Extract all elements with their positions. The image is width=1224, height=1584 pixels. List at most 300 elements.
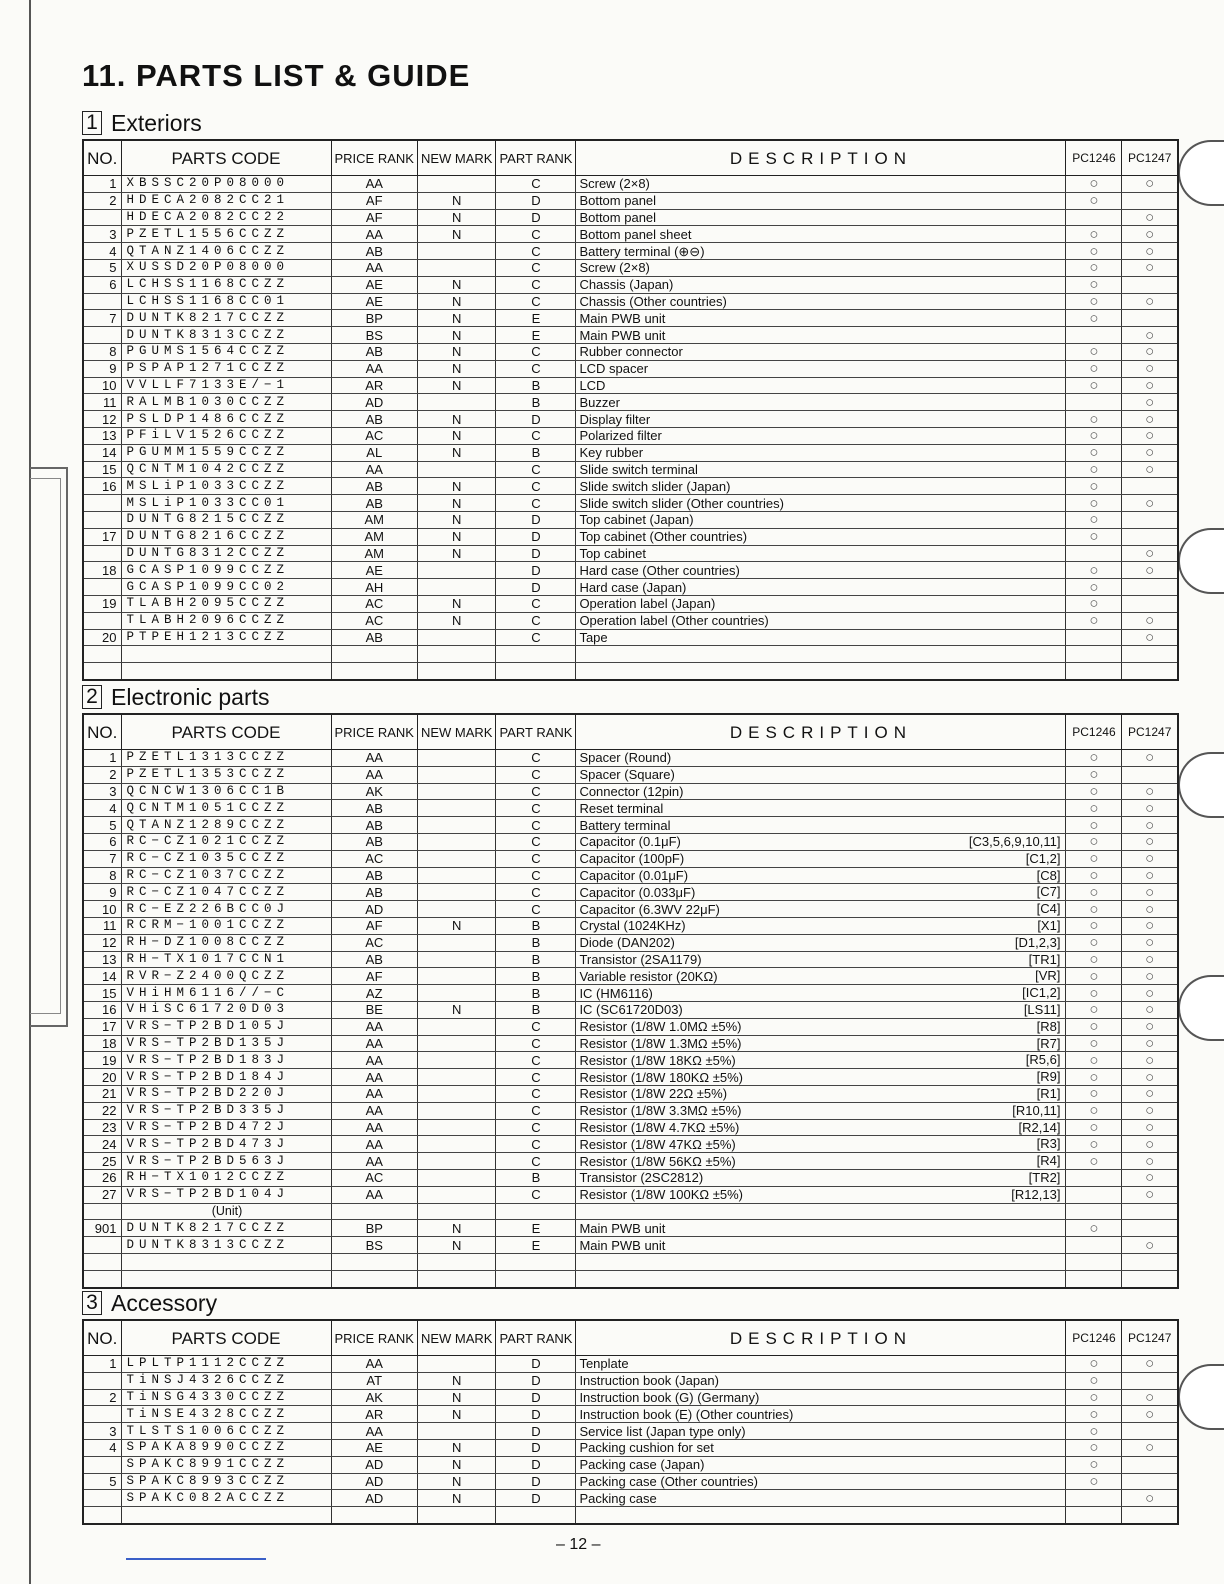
table-row xyxy=(83,612,1178,629)
pc1247-mark xyxy=(1122,478,1178,495)
description-cell xyxy=(576,884,1066,901)
item-number: 9 xyxy=(83,360,121,377)
pc1246-mark: ○ xyxy=(1066,901,1122,918)
pc1246-mark xyxy=(1066,327,1122,344)
table-row xyxy=(83,1052,1178,1069)
pc1246-mark: ○ xyxy=(1066,595,1122,612)
table-row xyxy=(83,985,1178,1002)
table-row xyxy=(83,360,1178,377)
description-cell xyxy=(576,1389,1066,1406)
new-mark: N xyxy=(417,511,496,528)
col-pc1247-header: PC1247 xyxy=(1122,714,1178,750)
part-rank: C xyxy=(496,176,576,193)
part-rank: B xyxy=(496,951,576,968)
description-cell xyxy=(576,1069,1066,1086)
price-rank: AB xyxy=(331,833,417,850)
reference-designator: [R7] xyxy=(1036,1035,1061,1051)
reference-designator: [C7] xyxy=(1036,884,1061,900)
item-number: 27 xyxy=(83,1186,121,1203)
new-mark xyxy=(417,968,496,985)
price-rank: AB xyxy=(331,867,417,884)
item-number: 22 xyxy=(83,1102,121,1119)
parts-code: VHiSC61720D03 xyxy=(121,1001,331,1018)
table-row xyxy=(83,226,1178,243)
description-cell xyxy=(576,1473,1066,1490)
punch-hole xyxy=(1178,752,1224,818)
new-mark: N xyxy=(417,327,496,344)
part-rank: C xyxy=(496,595,576,612)
description-cell xyxy=(576,917,1066,934)
price-rank xyxy=(331,1507,417,1524)
item-number: 4 xyxy=(83,800,121,817)
part-rank: B xyxy=(496,934,576,951)
new-mark: N xyxy=(417,1001,496,1018)
reference-designator: [VR] xyxy=(1035,968,1061,984)
pc1247-mark: ○ xyxy=(1122,1119,1178,1136)
part-rank: C xyxy=(496,1052,576,1069)
reference-designator: [C1,2] xyxy=(1025,850,1061,866)
new-mark xyxy=(417,461,496,478)
pc1247-mark: ○ xyxy=(1122,1406,1178,1423)
part-rank: C xyxy=(496,1018,576,1035)
part-rank: D xyxy=(496,528,576,545)
pc1247-mark: ○ xyxy=(1122,327,1178,344)
pc1247-mark: ○ xyxy=(1122,461,1178,478)
price-rank: AE xyxy=(331,276,417,293)
description-text: Hard case (Japan) xyxy=(579,579,687,595)
pc1246-mark xyxy=(1066,663,1122,680)
parts-code: RVR−Z2400QCZZ xyxy=(121,968,331,985)
pc1246-mark: ○ xyxy=(1066,310,1122,327)
item-number xyxy=(83,1372,121,1389)
item-number xyxy=(83,1490,121,1507)
parts-code: MSLiP1033CC01 xyxy=(121,495,331,512)
pc1246-mark: ○ xyxy=(1066,917,1122,934)
description-text: Tape xyxy=(579,629,608,645)
page-number: – 12 – xyxy=(556,1536,601,1553)
new-mark xyxy=(417,1169,496,1186)
description-text: Resistor (1/8W 1.3MΩ ±5%) xyxy=(579,1035,742,1051)
pc1247-mark: ○ xyxy=(1122,1102,1178,1119)
price-rank xyxy=(331,646,417,663)
description-text: Slide switch terminal xyxy=(579,461,698,477)
price-rank: AA xyxy=(331,1102,417,1119)
table-row xyxy=(83,209,1178,226)
part-rank: C xyxy=(496,901,576,918)
parts-code: XUSSD20P08000 xyxy=(121,259,331,276)
pc1247-mark: ○ xyxy=(1122,243,1178,260)
item-number: 7 xyxy=(83,310,121,327)
pc1247-mark xyxy=(1122,1372,1178,1389)
part-rank: C xyxy=(496,800,576,817)
pc1247-mark: ○ xyxy=(1122,377,1178,394)
price-rank: AH xyxy=(331,579,417,596)
description-text: Slide switch slider (Japan) xyxy=(579,478,731,494)
col-price-rank-header: PRICE RANK xyxy=(331,714,417,750)
reference-designator: [D1,2,3] xyxy=(1014,934,1061,950)
pc1247-mark xyxy=(1122,1423,1178,1440)
description-text: Connector (12pin) xyxy=(579,783,684,799)
item-number: 8 xyxy=(83,343,121,360)
col-price-rank-header: PRICE RANK xyxy=(331,1320,417,1356)
reference-designator: [R9] xyxy=(1036,1069,1061,1085)
item-number: 2 xyxy=(83,1389,121,1406)
new-mark xyxy=(417,1035,496,1052)
part-rank: C xyxy=(496,1069,576,1086)
new-mark xyxy=(417,646,496,663)
description-text: Bottom panel sheet xyxy=(579,226,692,242)
new-mark xyxy=(417,1153,496,1170)
parts-code: VRS−TP2BD104J xyxy=(121,1186,331,1203)
pc1247-mark: ○ xyxy=(1122,800,1178,817)
part-rank: C xyxy=(496,1119,576,1136)
table-row xyxy=(83,968,1178,985)
parts-code: VHiHM6116//−C xyxy=(121,985,331,1002)
pc1247-mark xyxy=(1122,1507,1178,1524)
price-rank: AB xyxy=(331,495,417,512)
price-rank: AC xyxy=(331,427,417,444)
parts-code: QCNTM1042CCZZ xyxy=(121,461,331,478)
item-number: 14 xyxy=(83,444,121,461)
col-pc1246-header: PC1246 xyxy=(1066,1320,1122,1356)
parts-code: PZETL1353CCZZ xyxy=(121,766,331,783)
parts-code: RC−EZ226BCC0J xyxy=(121,901,331,918)
pc1247-mark: ○ xyxy=(1122,562,1178,579)
pc1247-mark: ○ xyxy=(1122,917,1178,934)
pc1246-mark: ○ xyxy=(1066,951,1122,968)
pc1246-mark: ○ xyxy=(1066,1069,1122,1086)
price-rank: AT xyxy=(331,1372,417,1389)
parts-code: SPAKC8991CCZZ xyxy=(121,1456,331,1473)
part-rank xyxy=(496,646,576,663)
description-text: Resistor (1/8W 22Ω ±5%) xyxy=(579,1086,728,1102)
header-row xyxy=(83,140,1178,176)
parts-code: LPLTP1112CCZZ xyxy=(121,1356,331,1373)
description-cell xyxy=(576,444,1066,461)
new-mark xyxy=(417,884,496,901)
new-mark xyxy=(417,901,496,918)
description-text: Bottom panel xyxy=(579,193,657,209)
part-rank: D xyxy=(496,1406,576,1423)
reference-designator: [IC1,2] xyxy=(1022,985,1061,1001)
part-rank: D xyxy=(496,1439,576,1456)
price-rank: AA xyxy=(331,1035,417,1052)
parts-code: TiNSJ4326CCZZ xyxy=(121,1372,331,1389)
table-row xyxy=(83,833,1178,850)
pc1247-mark xyxy=(1122,276,1178,293)
table-row xyxy=(83,867,1178,884)
description-cell xyxy=(576,310,1066,327)
pc1246-mark: ○ xyxy=(1066,243,1122,260)
new-mark xyxy=(417,783,496,800)
pc1246-mark: ○ xyxy=(1066,1102,1122,1119)
table-row xyxy=(83,276,1178,293)
pc1246-mark: ○ xyxy=(1066,1153,1122,1170)
item-number: 19 xyxy=(83,595,121,612)
new-mark: N xyxy=(417,1372,496,1389)
part-rank: C xyxy=(496,750,576,767)
item-number: 2 xyxy=(83,766,121,783)
description-text: Main PWB unit xyxy=(579,1220,666,1236)
pc1247-mark: ○ xyxy=(1122,833,1178,850)
price-rank: AC xyxy=(331,612,417,629)
pc1246-mark: ○ xyxy=(1066,1372,1122,1389)
pc1247-mark: ○ xyxy=(1122,1069,1178,1086)
description-text: Resistor (1/8W 47KΩ ±5%) xyxy=(579,1136,736,1152)
new-mark xyxy=(417,629,496,646)
item-number xyxy=(83,1237,121,1254)
description-text: Buzzer xyxy=(579,394,620,410)
reference-designator: [R8] xyxy=(1036,1018,1061,1034)
price-rank: AL xyxy=(331,444,417,461)
pc1247-mark: ○ xyxy=(1122,1439,1178,1456)
new-mark xyxy=(417,867,496,884)
parts-code: PZETL1556CCZZ xyxy=(121,226,331,243)
pc1246-mark: ○ xyxy=(1066,884,1122,901)
table-row xyxy=(83,343,1178,360)
description-cell xyxy=(576,833,1066,850)
description-cell xyxy=(576,1102,1066,1119)
pc1246-mark: ○ xyxy=(1066,985,1122,1002)
price-rank: BP xyxy=(331,310,417,327)
item-number xyxy=(83,545,121,562)
price-rank: AM xyxy=(331,545,417,562)
punch-hole xyxy=(1178,1364,1224,1430)
table-row xyxy=(83,1069,1178,1086)
table-row xyxy=(83,1153,1178,1170)
parts-code: PZETL1313CCZZ xyxy=(121,750,331,767)
description-text: Slide switch slider (Other countries) xyxy=(579,495,784,511)
pc1246-mark xyxy=(1066,1270,1122,1287)
price-rank: AB xyxy=(331,411,417,428)
price-rank: AD xyxy=(331,901,417,918)
pc1247-mark xyxy=(1122,1270,1178,1287)
section-accessory xyxy=(82,1288,1179,1525)
price-rank: AA xyxy=(331,1136,417,1153)
table-row xyxy=(83,394,1178,411)
table-row xyxy=(83,1507,1178,1524)
new-mark xyxy=(417,985,496,1002)
parts-code: VRS−TP2BD183J xyxy=(121,1052,331,1069)
pc1246-mark: ○ xyxy=(1066,427,1122,444)
table-row xyxy=(83,1423,1178,1440)
table-row xyxy=(83,1186,1178,1203)
col-pc1247-header: PC1247 xyxy=(1122,140,1178,176)
parts-code: SPAKA8990CCZZ xyxy=(121,1439,331,1456)
part-rank: B xyxy=(496,444,576,461)
price-rank: AA xyxy=(331,226,417,243)
parts-code: TLABH2095CCZZ xyxy=(121,595,331,612)
pc1247-mark: ○ xyxy=(1122,495,1178,512)
description-text: Variable resistor (20KΩ) xyxy=(579,968,718,984)
pc1246-mark: ○ xyxy=(1066,1356,1122,1373)
col-price-rank-header: PRICE RANK xyxy=(331,140,417,176)
pc1247-mark: ○ xyxy=(1122,343,1178,360)
table-row xyxy=(83,766,1178,783)
part-rank: D xyxy=(496,579,576,596)
item-number: 21 xyxy=(83,1085,121,1102)
table-row xyxy=(83,495,1178,512)
parts-code: VRS−TP2BD105J xyxy=(121,1018,331,1035)
new-mark: N xyxy=(417,209,496,226)
reference-designator: [R3] xyxy=(1036,1136,1061,1152)
item-number: 18 xyxy=(83,1035,121,1052)
parts-table xyxy=(82,1319,1179,1525)
price-rank: AC xyxy=(331,595,417,612)
price-rank: AF xyxy=(331,917,417,934)
item-number: 5 xyxy=(83,817,121,834)
table-row xyxy=(83,1001,1178,1018)
table-row xyxy=(83,1372,1178,1389)
description-cell xyxy=(576,783,1066,800)
parts-code: RH−TX1017CCN1 xyxy=(121,951,331,968)
item-number: 8 xyxy=(83,867,121,884)
price-rank xyxy=(331,1203,417,1220)
section-exteriors xyxy=(82,108,1179,681)
parts-code: DUNTG8215CCZZ xyxy=(121,511,331,528)
table-row xyxy=(83,1389,1178,1406)
price-rank: AC xyxy=(331,934,417,951)
pc1246-mark: ○ xyxy=(1066,1136,1122,1153)
part-rank: C xyxy=(496,259,576,276)
pc1247-mark xyxy=(1122,766,1178,783)
description-text: Resistor (1/8W 3.3MΩ ±5%) xyxy=(579,1103,742,1119)
section-name: Accessory xyxy=(111,1289,218,1316)
parts-code: VVLLF7133E/−1 xyxy=(121,377,331,394)
part-rank: E xyxy=(496,1237,576,1254)
description-cell xyxy=(576,1507,1066,1524)
part-rank: B xyxy=(496,917,576,934)
description-cell xyxy=(576,901,1066,918)
pc1247-mark: ○ xyxy=(1122,427,1178,444)
section-number: 2 xyxy=(82,685,102,709)
description-cell xyxy=(576,226,1066,243)
pc1247-mark: ○ xyxy=(1122,360,1178,377)
part-rank: C xyxy=(496,1136,576,1153)
price-rank: AA xyxy=(331,1153,417,1170)
reference-designator: [R10,11] xyxy=(1012,1102,1061,1118)
part-rank: D xyxy=(496,562,576,579)
parts-code: SPAKC8993CCZZ xyxy=(121,1473,331,1490)
description-text: Operation label (Japan) xyxy=(579,596,716,612)
item-number xyxy=(83,1406,121,1423)
item-number: 25 xyxy=(83,1153,121,1170)
margin-bracket-inner xyxy=(30,478,61,1014)
item-number xyxy=(83,209,121,226)
table-row xyxy=(83,1356,1178,1373)
pc1246-mark xyxy=(1066,1507,1122,1524)
pc1246-mark xyxy=(1066,1169,1122,1186)
new-mark xyxy=(417,1253,496,1270)
part-rank: C xyxy=(496,850,576,867)
description-cell xyxy=(576,528,1066,545)
col-pc1247-header: PC1247 xyxy=(1122,1320,1178,1356)
parts-code: TLABH2096CCZZ xyxy=(121,612,331,629)
part-rank: D xyxy=(496,511,576,528)
table-row xyxy=(83,595,1178,612)
table-row xyxy=(83,934,1178,951)
pc1246-mark: ○ xyxy=(1066,783,1122,800)
pc1247-mark xyxy=(1122,1473,1178,1490)
new-mark: N xyxy=(417,1406,496,1423)
reference-designator: [LS11] xyxy=(1023,1001,1061,1017)
description-text: IC (HM6116) xyxy=(579,985,653,1001)
description-text: Resistor (1/8W 56KΩ ±5%) xyxy=(579,1153,736,1169)
new-mark xyxy=(417,850,496,867)
parts-code: RCRM−1001CCZZ xyxy=(121,917,331,934)
item-number xyxy=(83,293,121,310)
description-cell xyxy=(576,934,1066,951)
new-mark xyxy=(417,817,496,834)
pc1247-mark xyxy=(1122,663,1178,680)
reference-designator: [C3,5,6,9,10,11] xyxy=(968,833,1061,849)
new-mark: N xyxy=(417,1473,496,1490)
description-text: LCD xyxy=(579,377,606,393)
table-row xyxy=(83,478,1178,495)
item-number: 18 xyxy=(83,562,121,579)
col-new-mark-header: NEW MARK xyxy=(417,140,496,176)
parts-code: VRS−TP2BD472J xyxy=(121,1119,331,1136)
pc1246-mark: ○ xyxy=(1066,1119,1122,1136)
pc1246-mark: ○ xyxy=(1066,293,1122,310)
pc1247-mark xyxy=(1122,511,1178,528)
part-rank: C xyxy=(496,612,576,629)
price-rank: AR xyxy=(331,377,417,394)
table-row xyxy=(83,1490,1178,1507)
item-number: 16 xyxy=(83,478,121,495)
part-rank: D xyxy=(496,1356,576,1373)
new-mark xyxy=(417,1136,496,1153)
pc1246-mark: ○ xyxy=(1066,934,1122,951)
new-mark: N xyxy=(417,1439,496,1456)
part-rank: C xyxy=(496,276,576,293)
part-rank: C xyxy=(496,884,576,901)
new-mark: N xyxy=(417,595,496,612)
part-rank: C xyxy=(496,226,576,243)
description-text: Top cabinet (Japan) xyxy=(579,512,694,528)
price-rank: AA xyxy=(331,1186,417,1203)
description-cell xyxy=(576,663,1066,680)
price-rank: AC xyxy=(331,850,417,867)
price-rank: AB xyxy=(331,243,417,260)
description-cell xyxy=(576,867,1066,884)
price-rank: AF xyxy=(331,968,417,985)
description-cell xyxy=(576,1372,1066,1389)
item-number: 1 xyxy=(83,750,121,767)
parts-code: VRS−TP2BD473J xyxy=(121,1136,331,1153)
item-number: 3 xyxy=(83,226,121,243)
price-rank: AD xyxy=(331,1473,417,1490)
description-text: Spacer (Round) xyxy=(579,750,672,766)
price-rank: AE xyxy=(331,293,417,310)
part-rank: C xyxy=(496,478,576,495)
description-cell xyxy=(576,1456,1066,1473)
item-number xyxy=(83,495,121,512)
part-rank: B xyxy=(496,377,576,394)
col-description-header: DESCRIPTION xyxy=(576,1320,1066,1356)
part-rank: D xyxy=(496,1389,576,1406)
description-cell xyxy=(576,612,1066,629)
punch-hole xyxy=(1178,140,1224,206)
pc1246-mark xyxy=(1066,629,1122,646)
col-no-header: NO. xyxy=(83,140,121,176)
pc1246-mark: ○ xyxy=(1066,1473,1122,1490)
pc1247-mark: ○ xyxy=(1122,394,1178,411)
part-rank: C xyxy=(496,360,576,377)
col-part-rank-header: PART RANK xyxy=(496,140,576,176)
item-number: 6 xyxy=(83,276,121,293)
table-row xyxy=(83,1439,1178,1456)
